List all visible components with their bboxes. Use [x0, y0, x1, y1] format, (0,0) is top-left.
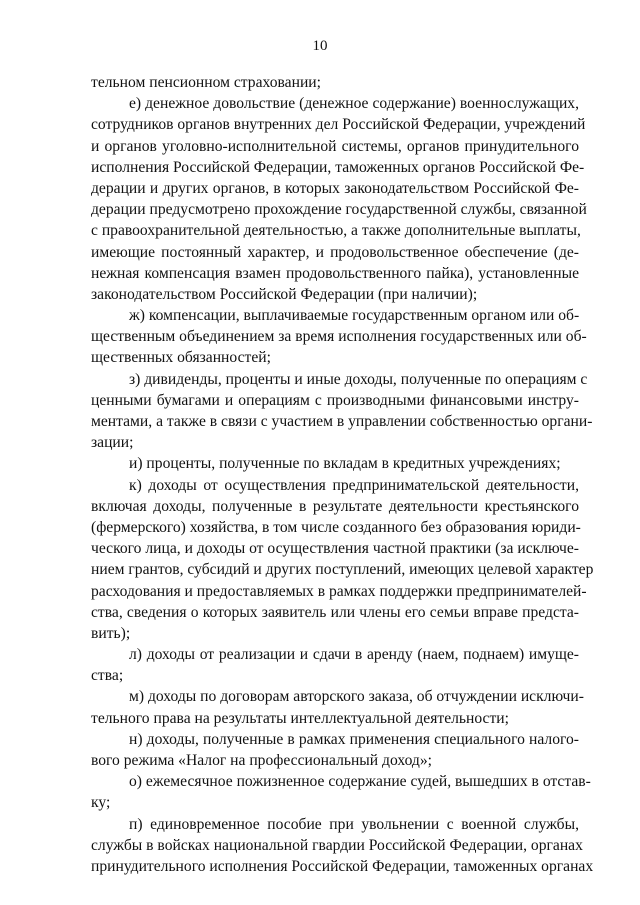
text-line: ментами, а также в связи с участием в управлении собственностью органи- [91, 413, 593, 430]
text-line: тельного права на результаты интеллектуальной деятельности; [91, 709, 509, 727]
paragraph-n [91, 729, 579, 771]
text-line: расходования и предоставляемых в рамках поддержки предпринимателей- [91, 582, 587, 600]
text-line: ческого лица, и доходы от осуществления частной практики (за исключе- [91, 540, 579, 558]
text-line: з) дивиденды, проценты и иные доходы, полученные по операциям с [129, 370, 588, 388]
text-line: ства, сведения о которых заявитель или члены его семьи вправе предста- [91, 603, 579, 621]
text-line: и органов уголовно-исполнительной системы, органов принудительного [91, 137, 579, 155]
text-line: имеющие постоянный характер, и продовольственное обеспечение (де- [91, 243, 579, 261]
paragraph-l [91, 644, 579, 686]
paragraph-i [91, 453, 579, 474]
text-line: ку; [91, 794, 111, 812]
text-line: о) ежемесячное пожизненное содержание судей, вышедших в отстав- [129, 773, 591, 791]
text-line: п) единовременное пособие при увольнении с военной службы, [129, 815, 579, 833]
text-line: дерации предусмотрено прохождение государственной службы, связанной [91, 201, 587, 219]
paragraph-m [91, 686, 584, 728]
text-line: исполнения Российской Федерации, таможенных органов Российской Фе- [91, 158, 585, 176]
text-line: вить); [91, 624, 131, 642]
text-line: дерации и других органов, в которых законодательством Российской Фе- [91, 179, 579, 197]
paragraph-z [91, 369, 593, 454]
text-line: е) денежное довольствие (денежное содержание) военнослужащих, [129, 95, 579, 113]
paragraph-k [91, 475, 594, 645]
text-line: принудительного исполнения Российской Федерации, таможенных органах [91, 857, 594, 875]
text-line: и) проценты, полученные по вкладам в кредитных учреждениях; [129, 455, 561, 473]
text-line: законодательством Российской Федерации (при наличии); [91, 285, 478, 303]
text-line: (фермерского) хозяйства, в том числе созданного без образования юриди- [91, 518, 581, 536]
text-line: ства; [91, 667, 124, 685]
paragraph-o [91, 771, 591, 813]
text-line: включая доходы, полученные в результате деятельности крестьянского [91, 497, 579, 515]
text-line: нежная компенсация взамен продовольственного пайка), установленные [91, 264, 579, 282]
text-line: к) доходы от осуществления предпринимательской деятельности, [129, 476, 579, 494]
text-line: м) доходы по договорам авторского заказа, об отчуждении исключи- [129, 688, 584, 706]
text-line: службы в войсках национальной гвардии Российской Федерации, органах [91, 836, 583, 854]
text-line: л) доходы от реализации и сдачи в аренду (наем, поднаем) имуще- [129, 646, 579, 664]
text-line: н) доходы, полученные в рамках применения специального налого- [129, 730, 579, 748]
paragraph-zh [91, 305, 587, 369]
text-line: с правоохранительной деятельностью, а также дополнительные выплаты, [91, 222, 581, 240]
text-line: зации; [91, 434, 134, 452]
document-body [91, 72, 594, 877]
text-line: тельном пенсионном страховании; [91, 74, 321, 91]
text-line: нием грантов, субсидий и других поступлений, имеющих целевой характер [91, 561, 594, 579]
paragraph-p [91, 814, 594, 878]
page-number: 10 [312, 38, 328, 54]
text-line: щественным объединением за время исполнения государственных или об- [91, 328, 587, 346]
text-line: щественных обязанностей; [91, 349, 271, 367]
paragraph-cont [91, 72, 579, 93]
text-line: ж) компенсации, выплачиваемые государственным органом или об- [129, 307, 580, 325]
paragraph-e [91, 93, 587, 305]
text-line: вого режима «Налог на профессиональный доход»; [91, 752, 432, 769]
text-line: ценными бумагами и операциям с производными финансовыми инстру- [91, 391, 579, 409]
text-line: сотрудников органов внутренних дел Российской Федерации, учреждений [91, 116, 586, 134]
